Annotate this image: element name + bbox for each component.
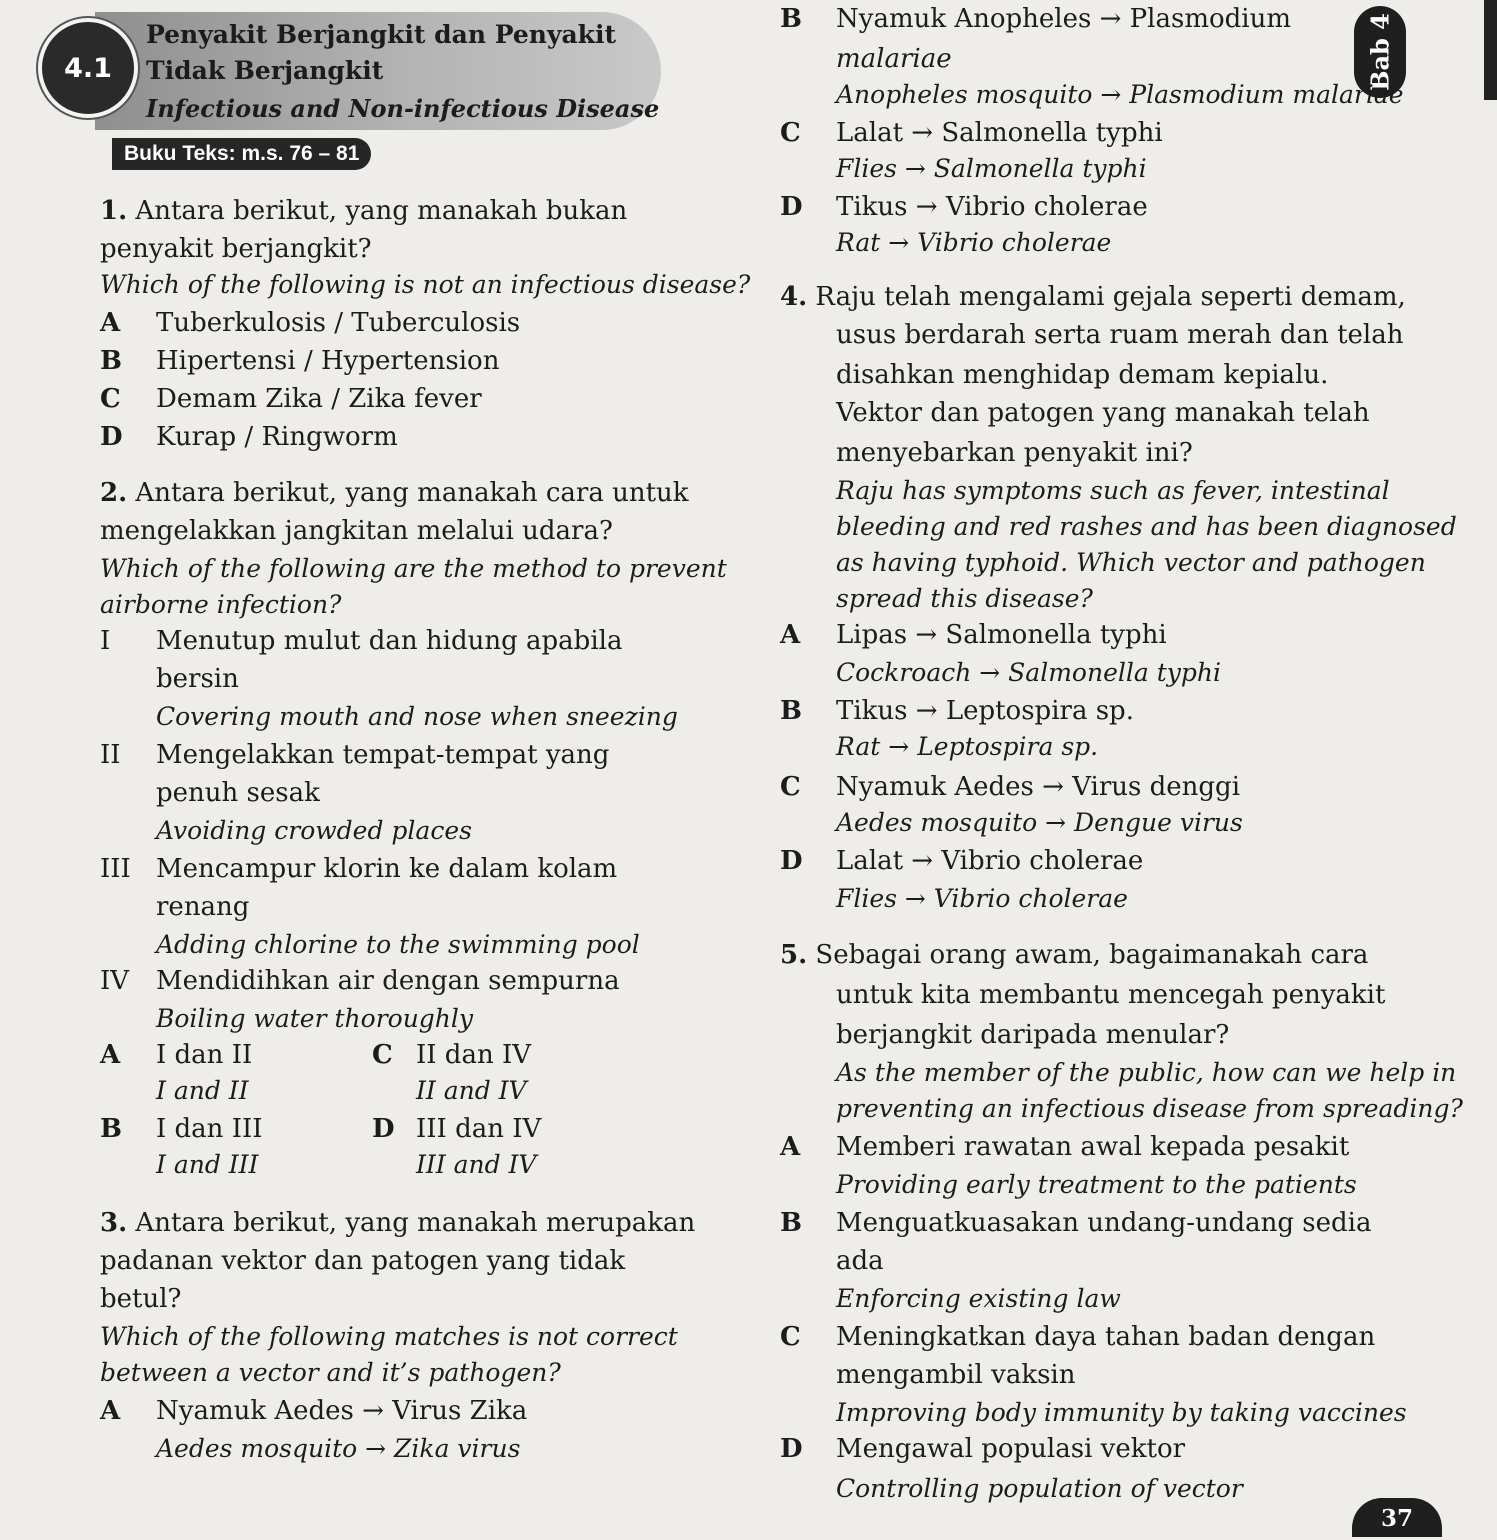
q3-option-b-en: Anopheles mosquito → Plasmodium malariae — [836, 80, 1404, 109]
q5-stem-line2: untuk kita membantu mencegah penyakit — [836, 980, 1386, 1010]
q1-stem-en: Which of the following is not an infectious disease? — [100, 270, 751, 299]
q5-option-b-en: Enforcing existing law — [836, 1284, 1121, 1313]
q5-stem-en-line2: preventing an infectious disease from spreading? — [836, 1094, 1463, 1123]
q5-option-c-en: Improving body immunity by taking vaccines — [836, 1398, 1407, 1427]
q2-statement-4: IV Mendidihkan air dengan sempurna — [100, 966, 620, 996]
q5-stem-en-line1: As the member of the public, how can we help in — [836, 1058, 1457, 1087]
q2-statement-3-en: Adding chlorine to the swimming pool — [156, 930, 640, 959]
q2-statement-4-en: Boiling water thoroughly — [156, 1004, 474, 1033]
q4-option-d-en: Flies → Vibrio cholerae — [836, 884, 1128, 913]
q1-option-c: C Demam Zika / Zika fever — [100, 384, 482, 414]
q2-statement-2-en: Avoiding crowded places — [156, 816, 472, 845]
q2-statement-1-line2: bersin — [156, 664, 239, 694]
q2-statement-3-line2: renang — [156, 892, 250, 922]
page-number: 37 — [1352, 1498, 1442, 1537]
q2-stem-en-line2: airborne infection? — [100, 590, 342, 619]
q3-option-c-en: Flies → Salmonella typhi — [836, 154, 1147, 183]
q2-statement-2-line2: penuh sesak — [156, 778, 320, 808]
q2-statement-1: I Menutup mulut dan hidung apabila — [100, 626, 623, 656]
q4-number: 4. — [780, 282, 808, 312]
q2-option-a: A I dan II — [100, 1040, 253, 1070]
q5-option-a: A Memberi rawatan awal kepada pesakit — [780, 1132, 1350, 1162]
q5-option-d: D Mengawal populasi vektor — [780, 1434, 1186, 1464]
q2-number: 2. — [100, 478, 128, 508]
q2-option-d: D III dan IV — [372, 1114, 542, 1144]
q1-option-a: A Tuberkulosis / Tuberculosis — [100, 308, 521, 338]
q3-number: 3. — [100, 1208, 128, 1238]
q5-number: 5. — [780, 940, 808, 970]
q3-option-c: C Lalat → Salmonella typhi — [780, 118, 1163, 148]
section-title-en: Infectious and Non-infectious Disease — [146, 94, 660, 123]
q3-option-d: D Tikus → Vibrio cholerae — [780, 192, 1148, 222]
q3-stem-line2: padanan vektor dan patogen yang tidak — [100, 1246, 626, 1276]
q3-option-a-en: Aedes mosquito → Zika virus — [156, 1434, 521, 1463]
section-title-ms-line1: Penyakit Berjangkit dan Penyakit — [146, 20, 617, 49]
q2-stem-line1: 2. Antara berikut, yang manakah cara untuk — [100, 478, 689, 508]
q2-stem-en-line1: Which of the following are the method to prevent — [100, 554, 727, 583]
q5-option-c: C Meningkatkan daya tahan badan dengan — [780, 1322, 1376, 1352]
q2-option-c-en: II and IV — [416, 1076, 527, 1105]
textbook-reference: Buku Teks: m.s. 76 – 81 — [112, 138, 371, 170]
q1-stem-line2: penyakit berjangkit? — [100, 234, 372, 264]
q4-stem-en-line2: bleeding and red rashes and has been diagnosed — [836, 512, 1457, 541]
q4-stem-en-line4: spread this disease? — [836, 584, 1093, 613]
q5-option-d-en: Controlling population of vector — [836, 1474, 1243, 1503]
section-title-ms-line2: Tidak Berjangkit — [146, 56, 384, 85]
q5-stem-line3: berjangkit daripada menular? — [836, 1020, 1230, 1050]
q4-stem-line3: disahkan menghidap demam kepialu. — [836, 360, 1329, 390]
q3-option-b: B Nyamuk Anopheles → Plasmodium — [780, 4, 1291, 34]
q1-number: 1. — [100, 196, 128, 226]
q4-option-b-en: Rat → Leptospira sp. — [836, 732, 1099, 761]
q1-option-b: B Hipertensi / Hypertension — [100, 346, 500, 376]
q3-option-b-line2: malariae — [836, 44, 952, 74]
q2-option-a-en: I and II — [156, 1076, 249, 1105]
q3-option-a: A Nyamuk Aedes → Virus Zika — [100, 1396, 528, 1426]
q2-statement-1-en: Covering mouth and nose when sneezing — [156, 702, 678, 731]
q4-stem-line5: menyebarkan penyakit ini? — [836, 438, 1193, 468]
q4-stem-en-line3: as having typhoid. Which vector and pathogen — [836, 548, 1426, 577]
q2-option-b: B I dan III — [100, 1114, 263, 1144]
q4-stem-line1: 4. Raju telah mengalami gejala seperti demam, — [780, 282, 1406, 312]
q3-option-d-en: Rat → Vibrio cholerae — [836, 228, 1112, 257]
q5-option-b: B Menguatkuasakan undang-undang sedia — [780, 1208, 1372, 1238]
q5-option-c-line2: mengambil vaksin — [836, 1360, 1076, 1390]
q1-option-d: D Kurap / Ringworm — [100, 422, 398, 452]
q3-stem-line1: 3. Antara berikut, yang manakah merupakan — [100, 1208, 696, 1238]
page-edge-bar — [1484, 0, 1497, 100]
q2-option-b-en: I and III — [156, 1150, 259, 1179]
q2-stem-line2: mengelakkan jangkitan melalui udara? — [100, 516, 613, 546]
q1-stem-line1: 1. Antara berikut, yang manakah bukan — [100, 196, 628, 226]
q4-option-d: D Lalat → Vibrio cholerae — [780, 846, 1144, 876]
q4-option-b: B Tikus → Leptospira sp. — [780, 696, 1134, 726]
q5-option-b-line2: ada — [836, 1246, 884, 1276]
q3-stem-en-line2: between a vector and it’s pathogen? — [100, 1358, 561, 1387]
q2-option-c: C II dan IV — [372, 1040, 532, 1070]
q4-option-c-en: Aedes mosquito → Dengue virus — [836, 808, 1243, 837]
chapter-tab-label: Bab 4 — [1365, 13, 1395, 91]
q4-option-c: C Nyamuk Aedes → Virus denggi — [780, 772, 1241, 802]
section-number-badge: 4.1 — [38, 18, 138, 118]
q5-stem-line1: 5. Sebagai orang awam, bagaimanakah cara — [780, 940, 1369, 970]
q2-option-d-en: III and IV — [416, 1150, 537, 1179]
q4-option-a-en: Cockroach → Salmonella typhi — [836, 658, 1221, 687]
q4-stem-en-line1: Raju has symptoms such as fever, intestinal — [836, 476, 1390, 505]
q4-stem-line4: Vektor dan patogen yang manakah telah — [836, 398, 1370, 428]
q3-stem-en-line1: Which of the following matches is not correct — [100, 1322, 678, 1351]
q2-statement-2: II Mengelakkan tempat-tempat yang — [100, 740, 610, 770]
q4-option-a: A Lipas → Salmonella typhi — [780, 620, 1167, 650]
q4-stem-line2: usus berdarah serta ruam merah dan telah — [836, 320, 1404, 350]
q5-option-a-en: Providing early treatment to the patients — [836, 1170, 1357, 1199]
q3-stem-line3: betul? — [100, 1284, 182, 1314]
q2-statement-3: III Mencampur klorin ke dalam kolam — [100, 854, 618, 884]
